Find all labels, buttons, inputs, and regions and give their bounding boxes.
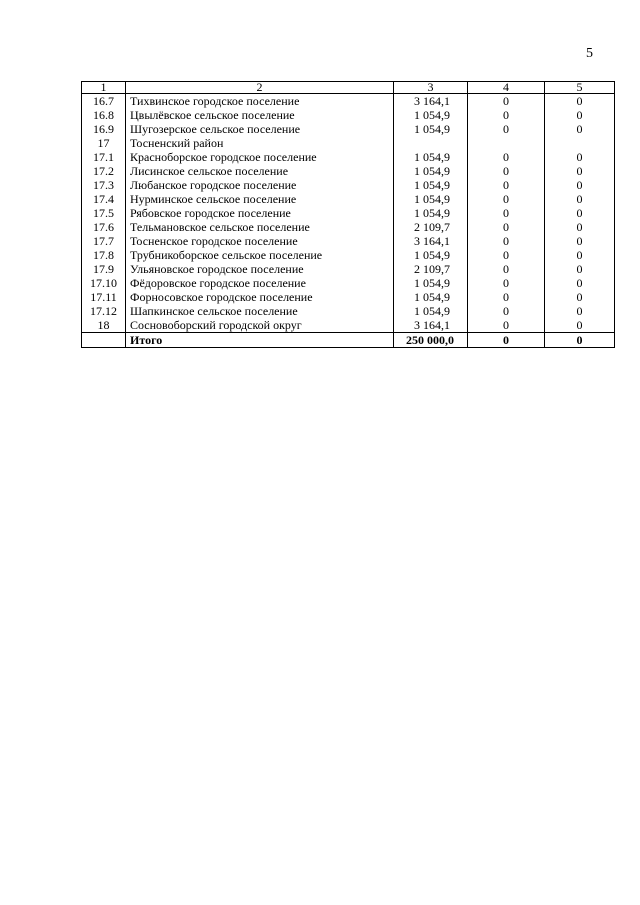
settlement-name: Тосненский район — [126, 136, 394, 150]
amount-col-3: 1 054,9 — [394, 290, 468, 304]
value-col-4: 0 — [468, 150, 545, 164]
row-number: 17.4 — [82, 192, 126, 206]
table-row — [82, 192, 615, 206]
settlement-name: Нурминское сельское поселение — [126, 192, 394, 206]
total-col-5: 0 — [545, 333, 615, 348]
row-number: 17.3 — [82, 178, 126, 192]
header-col-4: 4 — [468, 82, 545, 94]
amount-col-3: 1 054,9 — [394, 276, 468, 290]
header-col-2: 2 — [126, 82, 394, 94]
row-number: 17.7 — [82, 234, 126, 248]
row-number: 16.9 — [82, 122, 126, 136]
table-row — [82, 276, 615, 290]
value-col-4: 0 — [468, 192, 545, 206]
row-number: 17.1 — [82, 150, 126, 164]
row-number: 18 — [82, 318, 126, 333]
table-row — [82, 150, 615, 164]
table-header — [82, 82, 615, 94]
page-number: 5 — [586, 46, 593, 61]
value-col-5: 0 — [545, 178, 615, 192]
row-number: 17.10 — [82, 276, 126, 290]
settlement-name: Любанское городское поселение — [126, 178, 394, 192]
table-row — [82, 206, 615, 220]
allocation-table — [81, 81, 615, 348]
table-row — [82, 178, 615, 192]
value-col-4: 0 — [468, 318, 545, 333]
settlement-name: Сосновоборский городской округ — [126, 318, 394, 333]
total-amount: 250 000,0 — [394, 333, 468, 348]
row-number: 17.6 — [82, 220, 126, 234]
row-number: 17.9 — [82, 262, 126, 276]
amount-col-3: 2 109,7 — [394, 262, 468, 276]
amount-col-3: 1 054,9 — [394, 150, 468, 164]
header-col-1: 1 — [82, 82, 126, 94]
table-body — [82, 94, 615, 333]
value-col-5: 0 — [545, 122, 615, 136]
row-number: 17.2 — [82, 164, 126, 178]
header-row — [82, 82, 615, 94]
value-col-5: 0 — [545, 192, 615, 206]
table-row — [82, 262, 615, 276]
value-col-5: 0 — [545, 220, 615, 234]
value-col-4: 0 — [468, 164, 545, 178]
total-label: Итого — [126, 333, 394, 348]
settlement-name: Красноборское городское поселение — [126, 150, 394, 164]
settlement-name: Форносовское городское поселение — [126, 290, 394, 304]
settlement-name: Рябовское городское поселение — [126, 206, 394, 220]
total-row — [82, 333, 615, 348]
amount-col-3: 1 054,9 — [394, 206, 468, 220]
row-number: 17.8 — [82, 248, 126, 262]
value-col-5: 0 — [545, 150, 615, 164]
row-number: 17.12 — [82, 304, 126, 318]
settlement-name: Тихвинское городское поселение — [126, 94, 394, 109]
table-row — [82, 248, 615, 262]
settlement-name: Цвылёвское сельское поселение — [126, 108, 394, 122]
amount-col-3: 1 054,9 — [394, 108, 468, 122]
value-col-4: 0 — [468, 290, 545, 304]
settlement-name: Тосненское городское поселение — [126, 234, 394, 248]
value-col-5: 0 — [545, 290, 615, 304]
table-row — [82, 94, 615, 109]
value-col-4: 0 — [468, 122, 545, 136]
value-col-5: 0 — [545, 318, 615, 333]
settlement-name: Шапкинское сельское поселение — [126, 304, 394, 318]
value-col-5: 0 — [545, 206, 615, 220]
value-col-4: 0 — [468, 220, 545, 234]
amount-col-3: 1 054,9 — [394, 304, 468, 318]
table-row — [82, 234, 615, 248]
row-number: 16.7 — [82, 94, 126, 109]
value-col-4: 0 — [468, 304, 545, 318]
value-col-4 — [468, 136, 545, 150]
settlement-name: Лисинское сельское поселение — [126, 164, 394, 178]
value-col-4: 0 — [468, 178, 545, 192]
value-col-5: 0 — [545, 276, 615, 290]
row-number: 17 — [82, 136, 126, 150]
table-row — [82, 304, 615, 318]
value-col-4: 0 — [468, 108, 545, 122]
amount-col-3: 1 054,9 — [394, 178, 468, 192]
amount-col-3: 1 054,9 — [394, 122, 468, 136]
value-col-5: 0 — [545, 108, 615, 122]
amount-col-3: 2 109,7 — [394, 220, 468, 234]
amount-col-3: 3 164,1 — [394, 94, 468, 109]
amount-col-3: 3 164,1 — [394, 234, 468, 248]
table-row — [82, 164, 615, 178]
settlement-name: Фёдоровское городское поселение — [126, 276, 394, 290]
settlement-name: Шугозерское сельское поселение — [126, 122, 394, 136]
value-col-4: 0 — [468, 94, 545, 109]
row-number: 17.11 — [82, 290, 126, 304]
value-col-5: 0 — [545, 248, 615, 262]
total-col-4: 0 — [468, 333, 545, 348]
table-row — [82, 220, 615, 234]
table-row — [82, 108, 615, 122]
row-number: 16.8 — [82, 108, 126, 122]
header-col-5: 5 — [545, 82, 615, 94]
amount-col-3: 1 054,9 — [394, 248, 468, 262]
amount-col-3: 1 054,9 — [394, 192, 468, 206]
table-row — [82, 290, 615, 304]
value-col-4: 0 — [468, 262, 545, 276]
row-number: 17.5 — [82, 206, 126, 220]
value-col-4: 0 — [468, 276, 545, 290]
value-col-5: 0 — [545, 94, 615, 109]
settlement-name: Трубникоборское сельское поселение — [126, 248, 394, 262]
header-col-3: 3 — [394, 82, 468, 94]
amount-col-3: 1 054,9 — [394, 164, 468, 178]
amount-col-3: 3 164,1 — [394, 318, 468, 333]
table-footer — [82, 333, 615, 348]
settlement-name: Ульяновское городское поселение — [126, 262, 394, 276]
value-col-4: 0 — [468, 248, 545, 262]
amount-col-3 — [394, 136, 468, 150]
value-col-4: 0 — [468, 234, 545, 248]
total-number-cell — [82, 333, 126, 348]
value-col-5: 0 — [545, 304, 615, 318]
table-row — [82, 136, 615, 150]
table-row — [82, 122, 615, 136]
value-col-5: 0 — [545, 234, 615, 248]
value-col-5 — [545, 136, 615, 150]
settlement-name: Тельмановское сельское поселение — [126, 220, 394, 234]
value-col-5: 0 — [545, 164, 615, 178]
value-col-5: 0 — [545, 262, 615, 276]
value-col-4: 0 — [468, 206, 545, 220]
table-row — [82, 318, 615, 333]
